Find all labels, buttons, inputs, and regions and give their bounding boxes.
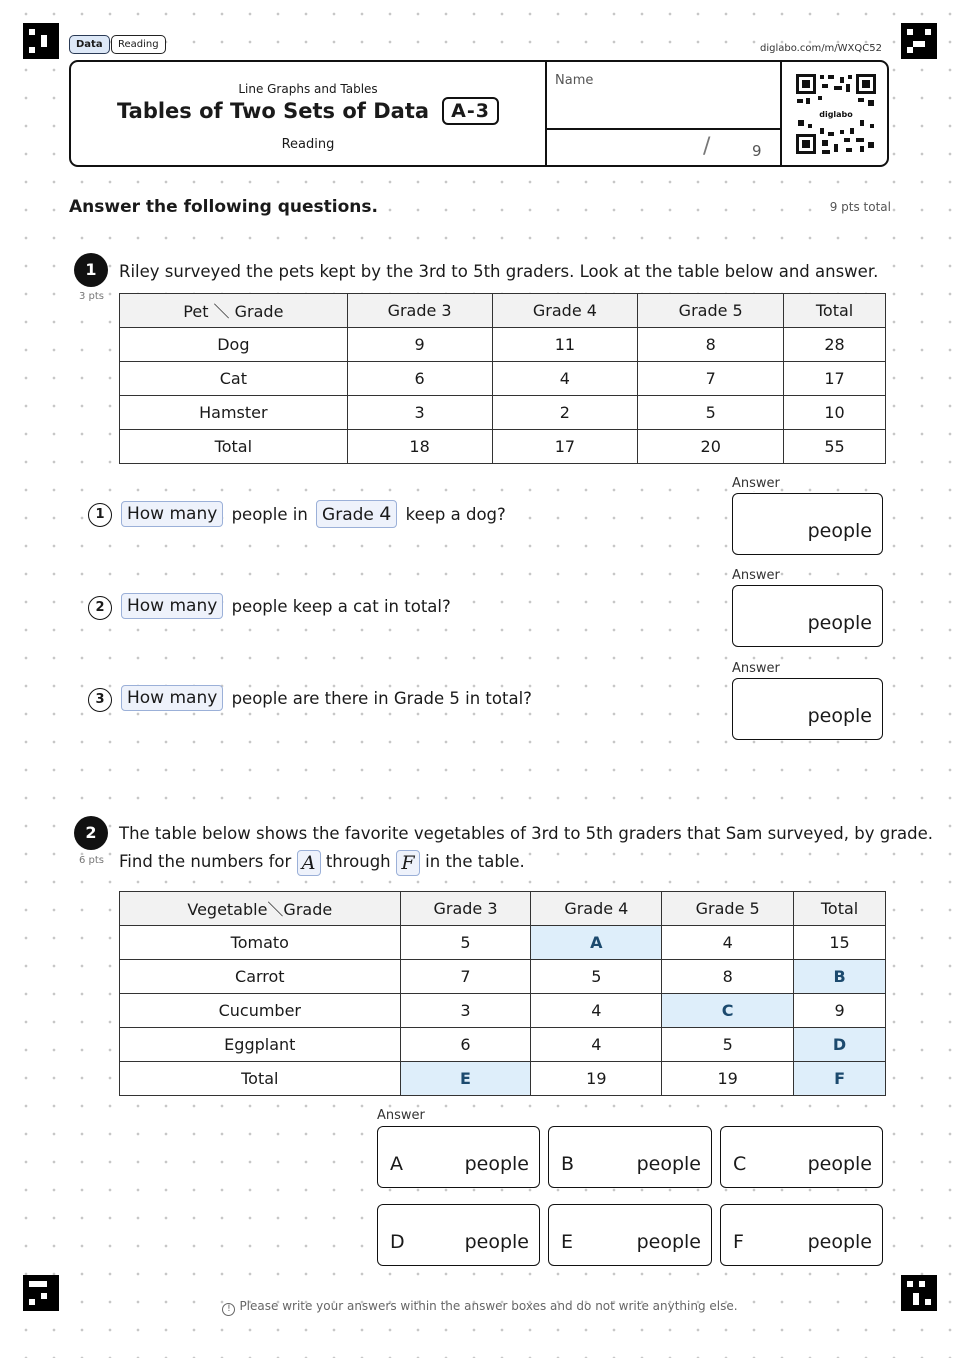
worksheet-header: [69, 60, 889, 167]
answer-unit: people: [807, 1231, 872, 1253]
table-cell: 15: [794, 926, 886, 960]
table-row: [120, 960, 886, 994]
worksheet-url: diglabo.com/m/WXQC52: [759, 43, 882, 54]
header-cell: Total: [794, 892, 886, 926]
total-points: 9 pts total: [829, 200, 891, 214]
answer-box-e[interactable]: [548, 1204, 712, 1266]
table-row: [120, 430, 886, 464]
subquestion-number: 2: [88, 596, 112, 620]
table-row: [120, 362, 886, 396]
table-cell: Eggplant: [120, 1028, 401, 1062]
instruction-mid: through: [325, 852, 391, 871]
divider: [780, 62, 782, 165]
title-block: [71, 62, 545, 165]
header-cell: Pet ＼ Grade: [120, 294, 348, 328]
answer-unit: people: [807, 612, 872, 634]
divider: [545, 128, 781, 130]
answer-unit: people: [807, 705, 872, 727]
table-header-row: [120, 892, 886, 926]
unit-name: Line Graphs and Tables: [238, 82, 378, 96]
table-cell: 19: [662, 1062, 794, 1096]
name-field[interactable]: [547, 92, 779, 127]
answer-box-c[interactable]: [720, 1126, 883, 1188]
qr-label: diglabo: [819, 110, 853, 119]
table-cell: 5: [531, 960, 662, 994]
subquestion-rest: people are there in Grade 5 in total?: [229, 689, 535, 708]
unknown-cell: D: [794, 1028, 886, 1062]
table-cell: Carrot: [120, 960, 401, 994]
corner-marker-top-left: [23, 23, 59, 59]
table-cell: 18: [347, 430, 492, 464]
table-cell: Total: [120, 430, 348, 464]
how-many-chip: How many: [121, 501, 223, 527]
answer-unit: people: [464, 1231, 529, 1253]
answer-letter: E: [561, 1231, 574, 1253]
name-label: Name: [555, 73, 594, 88]
table-cell: 4: [531, 1028, 662, 1062]
question-number: 1: [74, 253, 108, 287]
table-cell: 9: [794, 994, 886, 1028]
table-cell: Cucumber: [120, 994, 401, 1028]
question-points: 3 pts: [79, 291, 105, 302]
header-cell: Grade 5: [662, 892, 794, 926]
tag-data: Data: [69, 35, 110, 54]
table-row: [120, 1062, 886, 1096]
table-cell: Hamster: [120, 396, 348, 430]
header-cell: Grade 3: [400, 892, 531, 926]
answer-unit: people: [636, 1153, 701, 1175]
question-points: 6 pts: [79, 855, 105, 866]
answer-box-f[interactable]: [720, 1204, 883, 1266]
unknown-cell: F: [794, 1062, 886, 1096]
table-row: [120, 328, 886, 362]
how-many-chip: How many: [121, 593, 223, 619]
table-row: [120, 1028, 886, 1062]
variable-f: F: [396, 850, 420, 876]
footer-note: [0, 1299, 960, 1316]
unknown-cell: A: [531, 926, 662, 960]
table-cell: 8: [662, 960, 794, 994]
answer-letter: B: [561, 1153, 575, 1175]
answer-label: Answer: [377, 1108, 425, 1123]
header-cell: Grade 5: [638, 294, 784, 328]
max-score: 9: [752, 142, 762, 160]
unknown-cell: B: [794, 960, 886, 994]
table-cell: Cat: [120, 362, 348, 396]
header-cell: Vegetable＼Grade: [120, 892, 401, 926]
subquestion-number: 1: [88, 503, 112, 527]
answer-unit: people: [807, 520, 872, 542]
vegetables-table: [119, 891, 886, 1096]
table-cell: 3: [400, 994, 531, 1028]
answer-box-d[interactable]: [377, 1204, 540, 1266]
answer-letter: F: [733, 1231, 744, 1253]
level-badge: A-3: [442, 97, 499, 125]
table-header-row: [120, 294, 886, 328]
table-row: [120, 994, 886, 1028]
header-cell: Total: [784, 294, 886, 328]
table-cell: 5: [662, 1028, 794, 1062]
subquestion-text: [121, 685, 535, 711]
grade-chip-label: Grade: [322, 505, 374, 525]
subquestion-number: 3: [88, 688, 112, 712]
grade-chip: [316, 500, 397, 528]
table-cell: 11: [492, 328, 638, 362]
table-cell: 3: [347, 396, 492, 430]
table-cell: 4: [492, 362, 638, 396]
table-cell: 10: [784, 396, 886, 430]
answer-unit: people: [807, 1153, 872, 1175]
question-instruction: [119, 848, 525, 876]
table-cell: 6: [347, 362, 492, 396]
footer-text: Please write your answers within the answer boxes and do not write anything else.: [239, 1299, 738, 1313]
question-text: The table below shows the favorite vegetables of 3rd to 5th graders that Sam surveyed, by grade.: [119, 820, 933, 848]
answer-box-a[interactable]: [377, 1126, 540, 1188]
table-cell: 2: [492, 396, 638, 430]
answer-unit: people: [636, 1231, 701, 1253]
table-cell: 5: [400, 926, 531, 960]
variable-a: A: [297, 850, 321, 876]
answer-letter: D: [390, 1231, 405, 1253]
header-cell: Grade 4: [531, 892, 662, 926]
question-number: 2: [74, 816, 108, 850]
answer-label: Answer: [732, 568, 780, 583]
table-cell: 17: [784, 362, 886, 396]
table-cell: 4: [662, 926, 794, 960]
table-cell: 55: [784, 430, 886, 464]
header-cell: Grade 4: [492, 294, 638, 328]
table-cell: 19: [531, 1062, 662, 1096]
table-cell: 7: [400, 960, 531, 994]
pets-table: [119, 293, 886, 464]
header-cell: Grade 3: [347, 294, 492, 328]
table-cell: Dog: [120, 328, 348, 362]
table-cell: 4: [531, 994, 662, 1028]
table-cell: 8: [638, 328, 784, 362]
tag-reading: Reading: [111, 35, 166, 54]
answer-label: Answer: [732, 661, 780, 676]
answer-unit: people: [464, 1153, 529, 1175]
subquestion-mid: people in: [229, 505, 311, 524]
table-cell: 9: [347, 328, 492, 362]
worksheet-title: Tables of Two Sets of Data: [117, 99, 430, 123]
table-row: [120, 926, 886, 960]
grade-chip-value: 4: [379, 503, 392, 525]
answer-box-q1-1[interactable]: [732, 493, 883, 555]
table-cell: 5: [638, 396, 784, 430]
subquestion-rest: people keep a cat in total?: [229, 597, 454, 616]
answer-letter: A: [390, 1153, 403, 1175]
answer-box-b[interactable]: [548, 1126, 712, 1188]
table-cell: Tomato: [120, 926, 401, 960]
table-cell: 17: [492, 430, 638, 464]
question-text: Riley surveyed the pets kept by the 3rd to 5th graders. Look at the table below and answer.: [119, 258, 878, 286]
worksheet-type: Reading: [281, 137, 335, 152]
score-slash: /: [703, 134, 711, 159]
corner-marker-top-right: [901, 23, 937, 59]
answer-label: Answer: [732, 476, 780, 491]
instructions: Answer the following questions.: [69, 197, 378, 217]
instruction-post: in the table.: [425, 852, 525, 871]
subquestion-rest: keep a dog?: [403, 505, 509, 524]
answer-box-q1-3[interactable]: [732, 678, 883, 740]
qr-code-icon: [794, 72, 878, 156]
unknown-cell: E: [400, 1062, 531, 1096]
table-row: [120, 396, 886, 430]
answer-letter: C: [733, 1153, 747, 1175]
title-row: [71, 97, 545, 125]
table-cell: 7: [638, 362, 784, 396]
how-many-chip: How many: [121, 685, 223, 711]
answer-box-q1-2[interactable]: [732, 585, 883, 647]
table-cell: 6: [400, 1028, 531, 1062]
table-cell: 28: [784, 328, 886, 362]
subquestion-text: [121, 500, 509, 528]
unknown-cell: C: [662, 994, 794, 1028]
instruction-pre: Find the numbers for: [119, 852, 292, 871]
subquestion-text: [121, 593, 454, 619]
table-cell: 20: [638, 430, 784, 464]
table-cell: Total: [120, 1062, 401, 1096]
info-icon: !: [222, 1303, 235, 1316]
